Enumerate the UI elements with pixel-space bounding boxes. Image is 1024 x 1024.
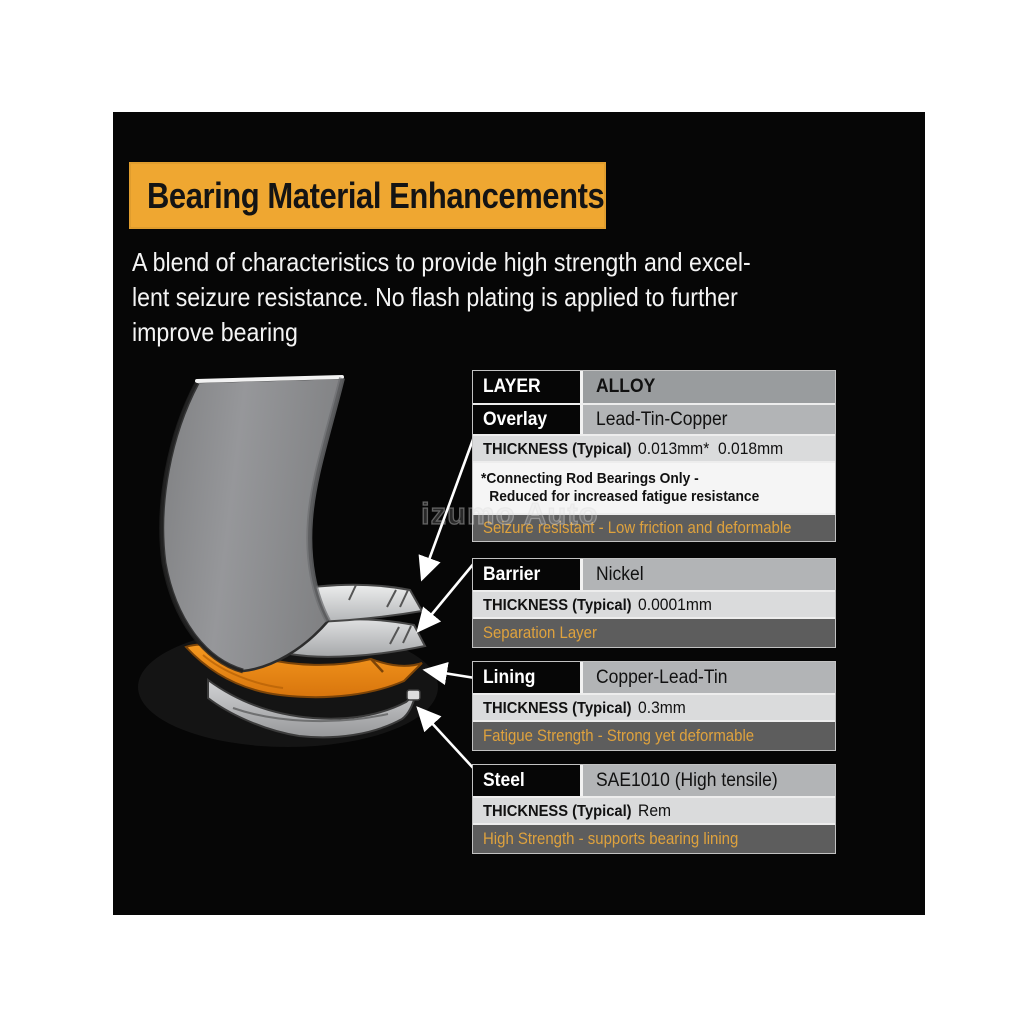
layer-name-cell: Lining bbox=[473, 662, 583, 693]
alloy-value-cell: Copper-Lead-Tin bbox=[583, 662, 835, 693]
alloy-value-cell: Lead-Tin-Copper bbox=[583, 405, 835, 434]
benefit-row: Fatigue Strength - Strong yet deformable bbox=[473, 720, 835, 750]
benefit-row: High Strength - supports bearing lining bbox=[473, 823, 835, 853]
alloy-value-cell: SAE1010 (High tensile) bbox=[583, 765, 835, 796]
benefit-row: Separation Layer bbox=[473, 617, 835, 647]
layer-row bbox=[473, 765, 835, 796]
layer-name-cell: Overlay bbox=[473, 405, 583, 434]
layer-row bbox=[473, 662, 835, 693]
layer-row bbox=[473, 559, 835, 590]
table-section-lining bbox=[472, 661, 836, 751]
footnote-row: *Connecting Rod Bearings Only - Reduced for increased fatigue resistance bbox=[473, 461, 835, 513]
layer-row bbox=[473, 403, 835, 434]
alloy-column-header: ALLOY bbox=[583, 371, 835, 403]
intro-line: lent seizure resistance. No flash plating is applied to further bbox=[132, 282, 738, 312]
intro-line: A blend of characteristics to provide high strength and excel- bbox=[132, 247, 751, 277]
thickness-row: THICKNESS (Typical) Rem bbox=[473, 796, 835, 823]
watermark: izumo Auto bbox=[421, 496, 599, 531]
content-panel bbox=[113, 112, 925, 915]
layer-column-header: LAYER bbox=[473, 371, 583, 403]
thickness-row: THICKNESS (Typical) 0.0001mm bbox=[473, 590, 835, 617]
table-section-steel bbox=[472, 764, 836, 854]
table-header-row bbox=[473, 371, 835, 403]
page-title: Bearing Material Enhancements bbox=[147, 174, 605, 216]
table-section-barrier bbox=[472, 558, 836, 648]
benefit-row: Seizure resistant - Low friction and deformable bbox=[473, 513, 835, 541]
layer-name-cell: Steel bbox=[473, 765, 583, 796]
thickness-row: THICKNESS (Typical) 0.013mm* 0.018mm bbox=[473, 434, 835, 461]
intro-line: improve bearing bbox=[132, 317, 298, 347]
thickness-row: THICKNESS (Typical) 0.3mm bbox=[473, 693, 835, 720]
alloy-value-cell: Nickel bbox=[583, 559, 835, 590]
layer-name-cell: Barrier bbox=[473, 559, 583, 590]
